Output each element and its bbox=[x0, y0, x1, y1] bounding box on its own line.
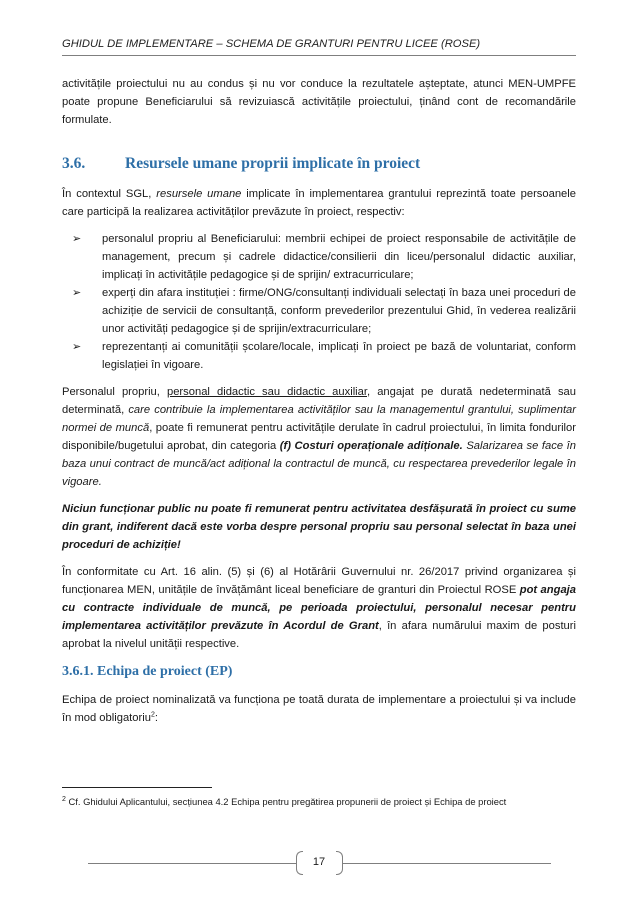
arrow-bullet-icon: ➢ bbox=[72, 233, 82, 245]
footnote-reference[interactable]: 2 bbox=[150, 711, 155, 719]
text-run: Personalul propriu, bbox=[62, 386, 167, 398]
arrow-bullet-icon: ➢ bbox=[72, 287, 82, 299]
page-number-bracket-left bbox=[296, 851, 303, 875]
section-number: 3.6. bbox=[62, 155, 86, 172]
underlined-term: personal didactic sau didactic auxiliar bbox=[166, 386, 367, 398]
text-run: : bbox=[154, 712, 158, 724]
footnote-text: Cf. Ghidului Aplicantului, secțiunea 4.2 Echipa pentru pregătirea propunerii de proiect și Echipa de proiect bbox=[65, 796, 507, 807]
footer-line-left bbox=[88, 863, 296, 864]
section-heading-3-6 bbox=[62, 155, 576, 173]
italic-term: resursele umane bbox=[156, 188, 242, 200]
text-run: , poate fi remunerat pentru activitățile derulate în cadrul proiectului, în limita fondurilor disponibile/bugetului aprobat, din categoria bbox=[62, 422, 576, 452]
page-body bbox=[62, 75, 576, 736]
footnote bbox=[62, 796, 582, 807]
resources-list bbox=[62, 230, 576, 374]
italic-text: Salarizarea se face în baza unui contract de muncă/act adițional la contractul de muncă, cu respectarea prevederilor legale în vigoare. bbox=[62, 440, 577, 488]
running-header: GHIDUL DE IMPLEMENTARE – SCHEMA DE GRANTURI PENTRU LICEE (ROSE) bbox=[62, 38, 481, 50]
bold-italic-text: pot angaja cu contracte individuale de muncă, pe perioada proiectului, personalul necesar pentru implementarea activităților prevăzute în Acordul de Grant bbox=[62, 584, 576, 632]
page-number: 17 bbox=[312, 856, 326, 868]
section-title: Resursele umane proprii implicate în proiect bbox=[125, 155, 421, 172]
paragraph-public-servant-warning: Niciun funcționar public nu poate fi remunerat pentru activitatea desfășurată în proiect cu sume din grant, indiferent dacă este vorba despre personal propriu sau personal selectat în baza unei proceduri de achiziție! bbox=[62, 503, 576, 551]
text-run: implicate în implementarea grantului reprezintă toate persoanele care participă la realizarea activităților prevăzute în proiect, respectiv: bbox=[62, 188, 576, 218]
paragraph-own-staff bbox=[62, 383, 576, 491]
list-item bbox=[62, 338, 576, 374]
list-item-text: experți din afara instituției : firme/ONG/consultanți individuali selectați în baza unei proceduri de achiziție de servicii de consultanță, conform prevederilor prezentului Ghid, în vederea realizării unor activități pedagogice și de sprijin/extracurriculare; bbox=[102, 287, 576, 335]
intro-paragraph: activitățile proiectului nu au condus și nu vor conduce la rezultatele așteptate, atunci MEN-UMPFE poate propune Beneficiarului să revizuiască activitățile proiectului, ținând cont de recomandările formulate. bbox=[62, 78, 576, 126]
footnote-separator bbox=[62, 787, 212, 788]
list-item-text: reprezentanți ai comunității școlare/locale, implicați în proiect pe bază de voluntariat, conform legislației în vigoare. bbox=[102, 341, 576, 371]
list-item bbox=[62, 230, 576, 284]
text-run: , angajat pe durată nedeterminată sau determinată, bbox=[62, 386, 576, 416]
paragraph-human-resources bbox=[62, 185, 576, 221]
page-number-bracket-right bbox=[336, 851, 343, 875]
section-heading-3-6-1: 3.6.1. Echipa de proiect (EP) bbox=[62, 664, 233, 679]
text-run: În contextul SGL, bbox=[62, 188, 157, 200]
footer-line-right bbox=[343, 863, 551, 864]
text-run: Echipa de proiect nominalizată va funcționa pe toată durata de implementare a proiectului și va include în mod obligatoriu bbox=[62, 694, 576, 724]
header-rule bbox=[62, 55, 576, 56]
arrow-bullet-icon: ➢ bbox=[72, 341, 82, 353]
cost-category: (f) Costuri operaționale adiționale. bbox=[279, 440, 463, 452]
footnote-mark: 2 bbox=[62, 795, 66, 803]
list-item bbox=[62, 284, 576, 338]
paragraph-project-team bbox=[62, 691, 576, 727]
text-run: În conformitate cu Art. 16 alin. (5) și (6) al Hotărârii Guvernului nr. 26/2017 privind organizarea și funcționarea MEN, unitățile de învățământ liceal beneficiare de granturi din Proiectul ROSE bbox=[62, 566, 576, 596]
paragraph-hg-26-2017 bbox=[62, 563, 576, 653]
list-item-text: personalul propriu al Beneficiarului: membrii echipei de proiect responsabile de activitățile de management, precum și cadrele didactice/consilierii din liceu/personalul didactic auxiliar, implicați în activitățile pedagogice și de sprijin/ extracurriculare; bbox=[102, 233, 576, 281]
text-run: , în afara numărului maxim de posturi aprobat la nivelul unității respective. bbox=[62, 620, 576, 650]
italic-text: care contribuie la implementarea activităților sau la managementul grantului, suplimentar normei de muncă bbox=[62, 404, 576, 434]
